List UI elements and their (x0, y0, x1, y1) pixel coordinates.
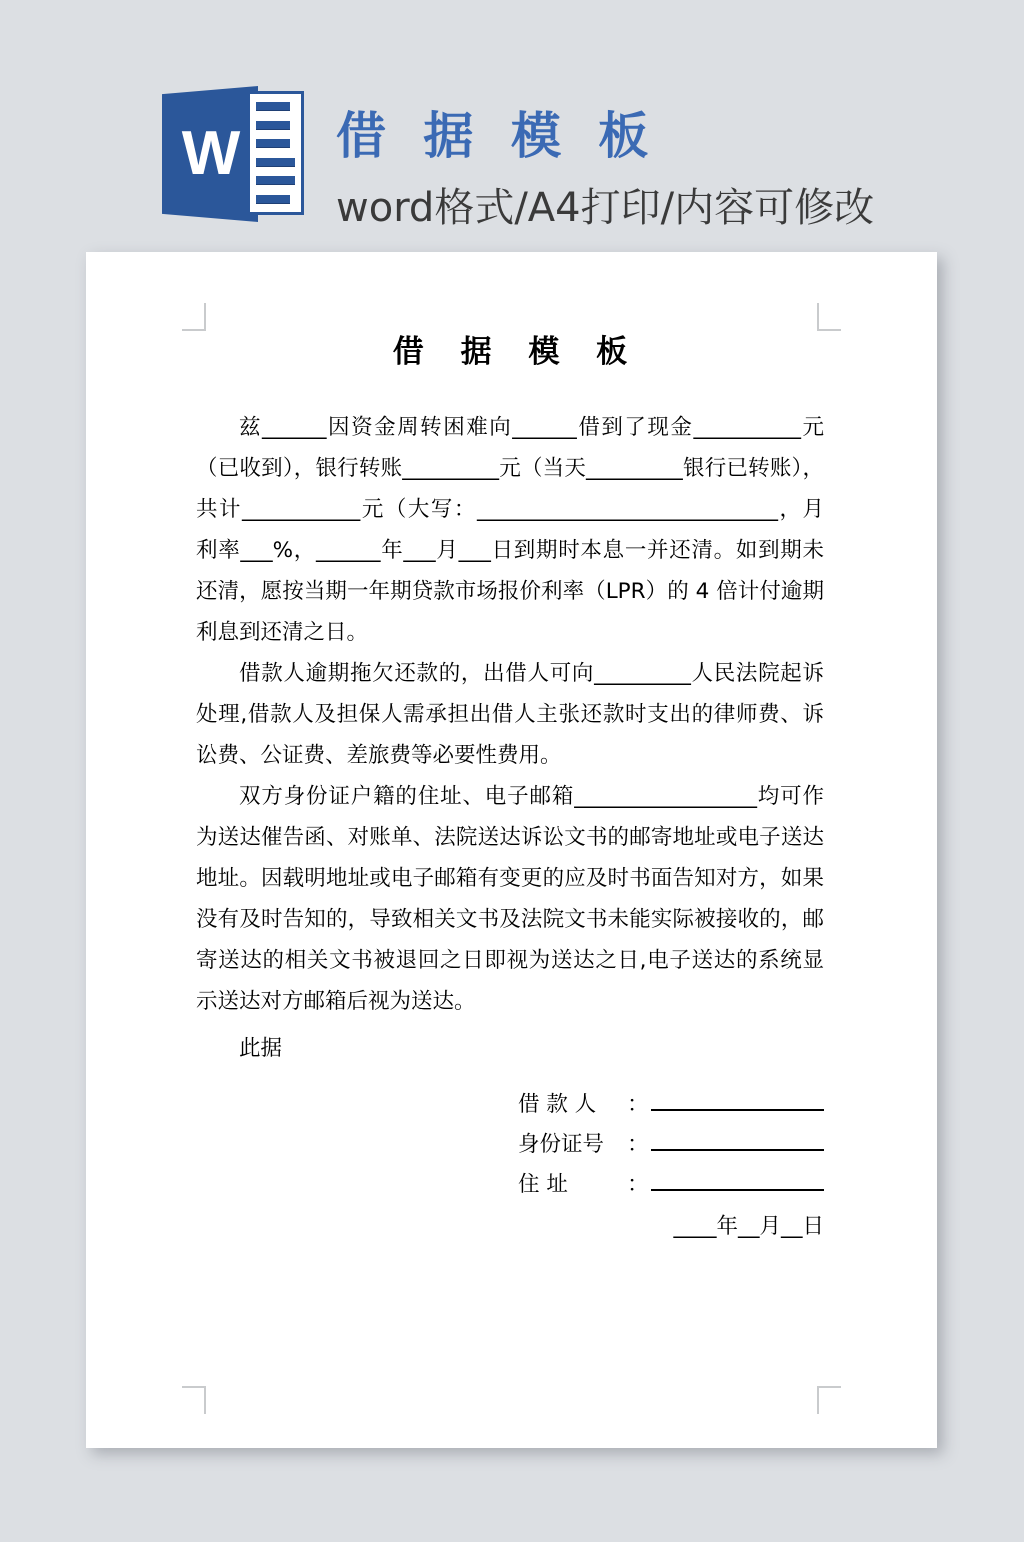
banner-subtitle: word格式/A4打印/内容可修改 (336, 185, 875, 231)
document-title: 借 据 模 板 (392, 334, 641, 370)
word-logo-document (247, 91, 304, 215)
word-logo-line (256, 195, 290, 204)
word-logo-line (256, 102, 290, 111)
signature-row-id-number (518, 1125, 824, 1165)
document-paragraph-3: 双方身份证户籍的住址、电子邮箱_________________均可作为送达催告函、对账单、法院送达诉讼文书的邮寄地址或电子送达地址。因载明地址或电子邮箱有变更的应及时书面告知对方，如果没有及时告知的，导致相关文书及法院文书未能实际被接收的，邮寄送达的相关文书被退回之日即视为送达之日,电子送达的系统显示送达对方邮箱后视为送达。 (196, 784, 824, 1014)
document-paragraph-1: 兹______因资金周转困难向______借到了现金__________元（已收到），银行转账_________元（当天_________银行已转账），共计___________元（大写：____________________________，月利率___%，______年___月___日到期时本息一并还清。如到期未还清，愿按当期一年期贷款市场报价利率（LPR）的 4 倍计付逾期利息到还清之日。 (196, 415, 824, 645)
banner-title: 借 据 模 板 (336, 107, 659, 165)
signature-row-borrower (518, 1085, 824, 1125)
signature-value-id-number[interactable] (651, 1127, 824, 1151)
document-closing: 此据 (239, 1036, 283, 1061)
signature-colon: ： (627, 1092, 649, 1117)
signature-row-address (518, 1165, 824, 1205)
word-logo-line (256, 176, 295, 185)
signature-value-borrower[interactable] (651, 1087, 824, 1111)
microsoft-word-logo-icon (162, 86, 304, 222)
crop-mark-bottom-right (817, 1386, 841, 1414)
word-logo-line (256, 139, 290, 148)
signature-label-borrower: 借 款 人 (518, 1092, 597, 1117)
crop-mark-bottom-left (182, 1386, 206, 1414)
header-banner (0, 0, 1024, 252)
signature-date-line[interactable]: ____年__月__日 (673, 1214, 824, 1239)
signature-block (196, 1085, 824, 1247)
document-page (86, 252, 937, 1448)
word-logo-line (256, 121, 290, 130)
word-logo-line (256, 158, 295, 167)
signature-label-address: 住 址 (518, 1172, 568, 1197)
document-body (196, 326, 824, 1247)
signature-colon: ： (627, 1172, 649, 1197)
word-logo-letter: W (181, 119, 239, 188)
document-paragraph-2: 借款人逾期拖欠还款的，出借人可向_________人民法院起诉处理,借款人及担保人需承担出借人主张还款时支出的律师费、诉讼费、公证费、差旅费等必要性费用。 (196, 661, 824, 768)
signature-value-address[interactable] (651, 1167, 824, 1191)
signature-colon: ： (627, 1132, 649, 1157)
signature-label-id-number: 身份证号 (518, 1132, 605, 1157)
